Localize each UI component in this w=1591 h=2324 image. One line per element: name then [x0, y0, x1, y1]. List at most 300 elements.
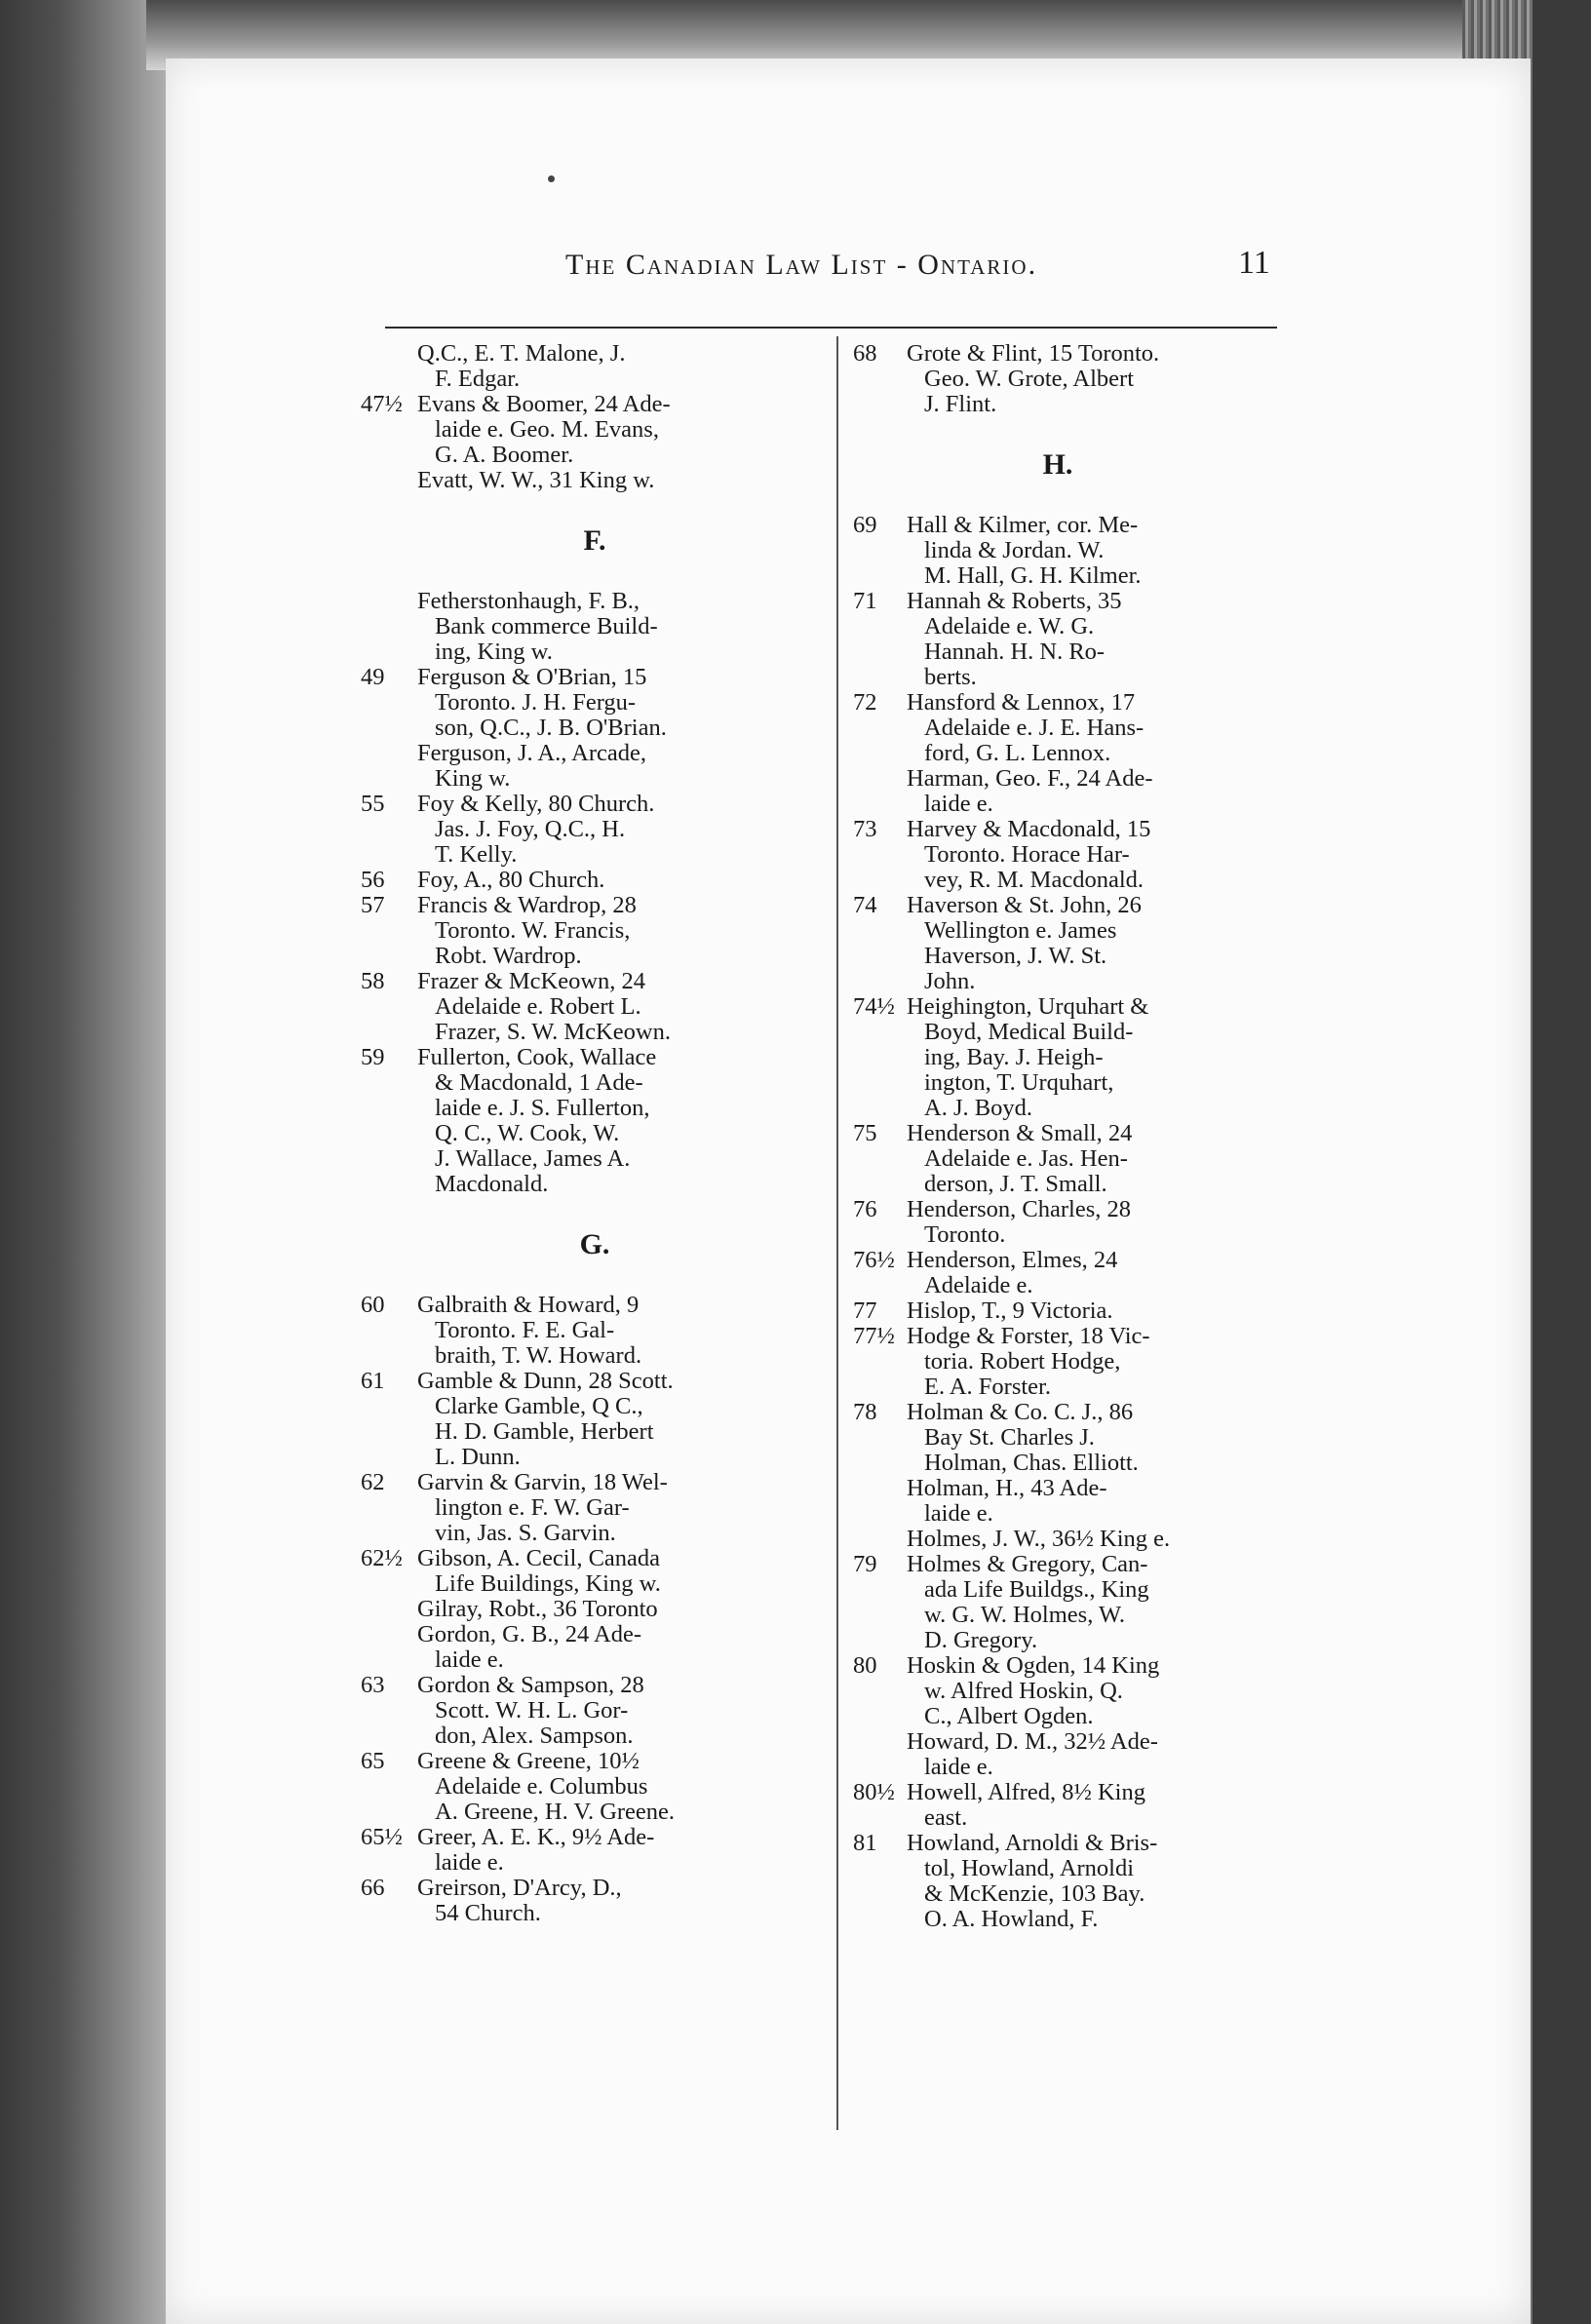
entry-line: [853, 392, 1282, 417]
entry-number: 74½: [853, 993, 895, 1020]
entry-text: tol, Howland, Arnoldi: [924, 1855, 1135, 1881]
entry-line: [853, 1121, 1282, 1146]
entry-text: Robt. Wardrop.: [435, 943, 582, 969]
entry-line: [853, 817, 1282, 842]
entry-text: Hoskin & Ogden, 14 King: [907, 1652, 1160, 1679]
entry-line: [361, 741, 829, 766]
directory-entry: [853, 1552, 1282, 1653]
entry-number: 74: [853, 892, 877, 918]
entry-line: [853, 792, 1282, 817]
entry-line: [361, 1825, 829, 1850]
entry-line: [361, 1647, 829, 1673]
entry-line: [853, 614, 1282, 639]
entry-line: [361, 766, 829, 792]
entry-text: Harman, Geo. F., 24 Ade-: [907, 765, 1153, 792]
entry-text: Foy, A., 80 Church.: [417, 867, 605, 893]
entry-text: Adelaide e. W. G.: [924, 613, 1095, 639]
entry-line: [853, 513, 1282, 538]
entry-line: [853, 1425, 1282, 1451]
entry-text: laide e. J. S. Fullerton,: [435, 1095, 650, 1121]
scan-right-shadow: [1533, 0, 1591, 2324]
entry-text: Haverson, J. W. St.: [924, 943, 1107, 969]
entry-line: [853, 1679, 1282, 1704]
entry-text: Evatt, W. W., 31 King w.: [417, 467, 655, 493]
entry-line: [853, 563, 1282, 589]
entry-text: T. Kelly.: [435, 841, 518, 868]
entry-text: Adelaide e.: [924, 1272, 1033, 1298]
entry-line: [361, 1749, 829, 1774]
entry-text: toria. Robert Hodge,: [924, 1348, 1121, 1375]
entry-text: A. Greene, H. V. Greene.: [435, 1799, 676, 1825]
directory-entry: [361, 589, 829, 665]
directory-entry: [853, 513, 1282, 589]
directory-entry: [853, 1780, 1282, 1831]
directory-entry: [853, 1121, 1282, 1197]
directory-entry: [853, 1527, 1282, 1552]
entry-text: Toronto.: [924, 1221, 1006, 1248]
entry-number: 55: [361, 791, 385, 817]
entry-line: [853, 893, 1282, 918]
entry-text: laide e.: [435, 1849, 504, 1876]
entry-text: Garvin & Garvin, 18 Wel-: [417, 1469, 668, 1495]
entry-line: [853, 665, 1282, 690]
entry-text: w. Alfred Hoskin, Q.: [924, 1678, 1123, 1704]
entry-text: Geo. W. Grote, Albert: [924, 366, 1135, 392]
entry-line: [853, 868, 1282, 893]
entry-text: Hansford & Lennox, 17: [907, 689, 1136, 716]
entry-line: [361, 918, 829, 944]
entry-text: Hall & Kilmer, cor. Me-: [907, 512, 1139, 538]
left-column: [361, 341, 829, 1926]
entry-line: [853, 639, 1282, 665]
entry-number: 77½: [853, 1323, 895, 1349]
entry-text: Howell, Alfred, 8½ King: [907, 1779, 1145, 1805]
entry-number: 71: [853, 588, 877, 614]
entry-text: Holman & Co. C. J., 86: [907, 1399, 1134, 1425]
entry-line: [853, 1273, 1282, 1298]
entry-text: Q. C., W. Cook, W.: [435, 1120, 620, 1146]
entry-text: King w.: [435, 765, 511, 792]
entry-text: derson, J. T. Small.: [924, 1171, 1107, 1197]
entry-line: [853, 1831, 1282, 1856]
directory-entry: [853, 994, 1282, 1121]
entry-text: M. Hall, G. H. Kilmer.: [924, 562, 1142, 589]
entry-text: John.: [924, 968, 976, 994]
directory-entry: [361, 341, 829, 392]
entry-number: 80: [853, 1652, 877, 1679]
entry-line: [361, 1673, 829, 1698]
entry-text: & McKenzie, 103 Bay.: [924, 1880, 1145, 1907]
directory-entry: [361, 1470, 829, 1546]
entry-text: Toronto. Horace Har-: [924, 841, 1130, 868]
entry-text: Toronto. W. Francis,: [435, 917, 631, 944]
entry-text: Adelaide e. Jas. Hen-: [924, 1145, 1128, 1172]
entry-text: laide e.: [924, 1754, 993, 1780]
scan-left-edge: [0, 0, 180, 2324]
directory-entry: [853, 1197, 1282, 1248]
entry-line: [853, 589, 1282, 614]
entry-line: [361, 1774, 829, 1800]
directory-entry: [361, 1749, 829, 1825]
entry-number: 65½: [361, 1824, 403, 1850]
entry-text: L. Dunn.: [435, 1444, 521, 1470]
entry-line: [361, 1724, 829, 1749]
entry-text: Fetherstonhaugh, F. B.,: [417, 588, 640, 614]
entry-number: 76: [853, 1196, 877, 1222]
entry-line: [853, 1881, 1282, 1907]
entry-line: [361, 1020, 829, 1045]
entry-text: vin, Jas. S. Garvin.: [435, 1520, 616, 1546]
entry-text: ing, King w.: [435, 639, 553, 665]
entry-text: Foy & Kelly, 80 Church.: [417, 791, 655, 817]
entry-line: [853, 1780, 1282, 1805]
entry-line: [853, 918, 1282, 944]
entry-text: son, Q.C., J. B. O'Brian.: [435, 715, 667, 741]
entry-line: [853, 1400, 1282, 1425]
entry-text: Bay St. Charles J.: [924, 1424, 1095, 1451]
entry-text: Jas. J. Foy, Q.C., H.: [435, 816, 626, 842]
entry-text: Harvey & Macdonald, 15: [907, 816, 1151, 842]
entry-text: laide e.: [924, 791, 993, 817]
entry-number: 75: [853, 1120, 877, 1146]
entry-text: Grote & Flint, 15 Toronto.: [907, 340, 1160, 367]
entry-text: Q.C., E. T. Malone, J.: [417, 340, 626, 367]
entry-number: 56: [361, 867, 385, 893]
entry-line: [853, 1907, 1282, 1932]
directory-entry: [361, 1546, 829, 1597]
entry-line: [361, 1394, 829, 1419]
directory-entry: [361, 969, 829, 1045]
entry-number: 49: [361, 664, 385, 690]
entry-text: Haverson & St. John, 26: [907, 892, 1142, 918]
entry-text: Howland, Arnoldi & Bris-: [907, 1830, 1158, 1856]
directory-entry: [853, 817, 1282, 893]
entry-text: G. A. Boomer.: [435, 442, 574, 468]
entry-text: F. Edgar.: [435, 366, 521, 392]
directory-entry: [361, 868, 829, 893]
entry-text: Fullerton, Cook, Wallace: [417, 1044, 657, 1070]
entry-line: [361, 1172, 829, 1197]
entry-line: [853, 842, 1282, 868]
entry-text: H. D. Gamble, Herbert: [435, 1418, 654, 1445]
page-number: 11: [1238, 245, 1270, 281]
entry-line: [853, 1324, 1282, 1349]
entry-line: [853, 1451, 1282, 1476]
entry-line: [361, 443, 829, 468]
directory-entry: [853, 766, 1282, 817]
entry-number: 77: [853, 1298, 877, 1324]
entry-line: [361, 417, 829, 443]
entry-text: Evans & Boomer, 24 Ade-: [417, 391, 671, 417]
entry-number: 80½: [853, 1779, 895, 1805]
entry-text: berts.: [924, 664, 977, 690]
entry-number: 72: [853, 689, 877, 716]
entry-line: [361, 1096, 829, 1121]
directory-entry: [361, 665, 829, 741]
entry-line: [361, 994, 829, 1020]
entry-number: 62: [361, 1469, 385, 1495]
section-heading: F.: [583, 524, 606, 557]
entry-line: [361, 589, 829, 614]
column-divider: [836, 336, 838, 2130]
entry-number: 62½: [361, 1545, 403, 1571]
entry-line: [361, 1318, 829, 1343]
entry-text: Hodge & Forster, 18 Vic-: [907, 1323, 1150, 1349]
entry-line: [361, 367, 829, 392]
entry-line: [361, 944, 829, 969]
entry-number: 66: [361, 1875, 385, 1901]
entry-line: [361, 1571, 829, 1597]
entry-text: ford, G. L. Lennox.: [924, 740, 1111, 766]
entry-line: [853, 1527, 1282, 1552]
entry-text: Hannah. H. N. Ro-: [924, 639, 1106, 665]
entry-line: [853, 1729, 1282, 1755]
entry-line: [853, 341, 1282, 367]
entry-text: Ferguson & O'Brian, 15: [417, 664, 647, 690]
entry-line: [361, 792, 829, 817]
entry-line: [853, 1172, 1282, 1197]
entry-line: [853, 1476, 1282, 1501]
entry-line: [361, 1597, 829, 1622]
directory-entry: [853, 1248, 1282, 1298]
entry-line: [361, 1445, 829, 1470]
entry-number: 47½: [361, 391, 403, 417]
entry-line: [853, 1349, 1282, 1375]
entry-line: [853, 1197, 1282, 1222]
speck: [548, 175, 555, 182]
entry-line: [853, 741, 1282, 766]
entry-line: [853, 367, 1282, 392]
entry-number: 58: [361, 968, 385, 994]
entry-text: Gordon, G. B., 24 Ade-: [417, 1621, 642, 1647]
entry-line: [361, 1800, 829, 1825]
entry-text: Adelaide e. Columbus: [435, 1773, 648, 1800]
directory-entry: [853, 1298, 1282, 1324]
entry-line: [853, 1805, 1282, 1831]
entry-text: laide e.: [924, 1500, 993, 1527]
entry-line: [853, 1603, 1282, 1628]
entry-text: E. A. Forster.: [924, 1374, 1051, 1400]
entry-text: Greer, A. E. K., 9½ Ade-: [417, 1824, 655, 1850]
entry-text: Henderson & Small, 24: [907, 1120, 1133, 1146]
directory-entry: [853, 1400, 1282, 1476]
entry-text: C., Albert Ogden.: [924, 1703, 1094, 1729]
directory-entry: [853, 1729, 1282, 1780]
entry-line: [361, 817, 829, 842]
entry-line: [853, 944, 1282, 969]
entry-text: J. Flint.: [924, 391, 997, 417]
right-column: [853, 341, 1282, 1932]
entry-text: Holman, Chas. Elliott.: [924, 1450, 1139, 1476]
entry-text: Frazer & McKeown, 24: [417, 968, 646, 994]
entry-text: Henderson, Elmes, 24: [907, 1247, 1118, 1273]
header-title: The Canadian Law List - Ontario.: [565, 249, 1038, 281]
entry-line: [853, 1096, 1282, 1121]
directory-entry: [853, 1324, 1282, 1400]
entry-text: Toronto. J. H. Fergu-: [435, 689, 637, 716]
entry-line: [361, 614, 829, 639]
entry-text: Francis & Wardrop, 28: [417, 892, 637, 918]
entry-number: 61: [361, 1368, 385, 1394]
entry-text: Holmes, J. W., 36½ King e.: [907, 1526, 1171, 1552]
entry-number: 73: [853, 816, 877, 842]
entry-line: [853, 1552, 1282, 1577]
entry-line: [853, 766, 1282, 792]
directory-entry: [361, 792, 829, 868]
entry-line: [361, 1369, 829, 1394]
directory-entry: [361, 1825, 829, 1876]
section-heading: H.: [1042, 448, 1073, 481]
entry-text: Toronto. F. E. Gal-: [435, 1317, 615, 1343]
entry-text: braith, T. W. Howard.: [435, 1342, 642, 1369]
entry-line: [853, 1653, 1282, 1679]
entry-line: [361, 716, 829, 741]
entry-line: [361, 868, 829, 893]
entry-line: [361, 690, 829, 716]
entry-line: [361, 1850, 829, 1876]
entry-text: ada Life Buildgs., King: [924, 1576, 1149, 1603]
entry-line: [361, 1876, 829, 1901]
entry-text: don, Alex. Sampson.: [435, 1723, 634, 1749]
entry-text: Adelaide e. J. E. Hans-: [924, 715, 1145, 741]
entry-text: laide e. Geo. M. Evans,: [435, 416, 659, 443]
entry-line: [361, 1495, 829, 1521]
entry-line: [853, 538, 1282, 563]
header-rule: [385, 327, 1277, 329]
entry-line: [361, 341, 829, 367]
entry-text: D. Gregory.: [924, 1627, 1038, 1653]
entry-text: ing, Bay. J. Heigh-: [924, 1044, 1104, 1070]
entry-line: [853, 1501, 1282, 1527]
directory-entry: [361, 1597, 829, 1622]
directory-entry: [361, 1622, 829, 1673]
directory-entry: [361, 1369, 829, 1470]
entry-line: [853, 1577, 1282, 1603]
entry-line: [853, 716, 1282, 741]
directory-entry: [853, 1831, 1282, 1932]
entry-line: [361, 392, 829, 417]
directory-entry: [853, 1653, 1282, 1729]
directory-entry: [361, 392, 829, 468]
directory-entry: [361, 1045, 829, 1197]
entry-line: [853, 1628, 1282, 1653]
entry-number: 68: [853, 340, 877, 367]
entry-line: [853, 1375, 1282, 1400]
directory-entry: [361, 1876, 829, 1926]
entry-line: [853, 1298, 1282, 1324]
entry-text: A. J. Boyd.: [924, 1095, 1032, 1121]
entry-line: [361, 639, 829, 665]
entry-line: [853, 1222, 1282, 1248]
directory-entry: [853, 341, 1282, 417]
entry-text: Boyd, Medical Build-: [924, 1019, 1134, 1045]
entry-line: [853, 994, 1282, 1020]
entry-line: [361, 1419, 829, 1445]
entry-text: Howard, D. M., 32½ Ade-: [907, 1728, 1158, 1755]
entry-line: [853, 1704, 1282, 1729]
entry-line: [361, 1293, 829, 1318]
entry-line: [361, 842, 829, 868]
entry-text: 54 Church.: [435, 1900, 541, 1926]
entry-text: & Macdonald, 1 Ade-: [435, 1069, 643, 1096]
entry-line: [853, 1070, 1282, 1096]
entry-line: [361, 1622, 829, 1647]
entry-text: Hannah & Roberts, 35: [907, 588, 1122, 614]
entry-text: Frazer, S. W. McKeown.: [435, 1019, 671, 1045]
entry-line: [361, 1470, 829, 1495]
entry-line: [361, 1343, 829, 1369]
directory-entry: [361, 1293, 829, 1369]
entry-line: [361, 468, 829, 493]
entry-text: Henderson, Charles, 28: [907, 1196, 1131, 1222]
entry-number: 60: [361, 1292, 385, 1318]
entry-text: Bank commerce Build-: [435, 613, 658, 639]
directory-entry: [853, 893, 1282, 994]
entry-text: Holman, H., 43 Ade-: [907, 1475, 1107, 1501]
entry-text: w. G. W. Holmes, W.: [924, 1602, 1126, 1628]
entry-line: [361, 1521, 829, 1546]
entry-number: 63: [361, 1672, 385, 1698]
running-header: [166, 239, 1531, 297]
entry-text: Life Buildings, King w.: [435, 1570, 661, 1597]
entry-text: Gordon & Sampson, 28: [417, 1672, 644, 1698]
entry-text: Greirson, D'Arcy, D.,: [417, 1875, 622, 1901]
directory-entry: [361, 741, 829, 792]
entry-number: 65: [361, 1748, 385, 1774]
entry-line: [853, 690, 1282, 716]
entry-number: 57: [361, 892, 385, 918]
entry-text: Greene & Greene, 10½: [417, 1748, 640, 1774]
entry-text: Adelaide e. Robert L.: [435, 993, 641, 1020]
directory-entry: [853, 690, 1282, 766]
entry-line: [361, 1546, 829, 1571]
directory-entry: [853, 589, 1282, 690]
entry-line: [853, 1020, 1282, 1045]
entry-number: 81: [853, 1830, 877, 1856]
entry-line: [361, 893, 829, 918]
entry-line: [853, 969, 1282, 994]
entry-text: Holmes & Gregory, Can-: [907, 1551, 1148, 1577]
directory-entry: [361, 1673, 829, 1749]
entry-line: [361, 1121, 829, 1146]
entry-number: 78: [853, 1399, 877, 1425]
entry-text: Gibson, A. Cecil, Canada: [417, 1545, 661, 1571]
entry-line: [361, 1146, 829, 1172]
entry-text: linda & Jordan. W.: [924, 537, 1105, 563]
entry-text: east.: [924, 1804, 968, 1831]
entry-text: ington, T. Urquhart,: [924, 1069, 1114, 1096]
entry-text: Gilray, Robt., 36 Toronto: [417, 1596, 658, 1622]
entry-line: [361, 1045, 829, 1070]
directory-entry: [361, 468, 829, 493]
entry-text: Ferguson, J. A., Arcade,: [417, 740, 646, 766]
entry-text: lington e. F. W. Gar-: [435, 1494, 630, 1521]
entry-number: 79: [853, 1551, 877, 1577]
section-heading: G.: [579, 1228, 610, 1260]
entry-line: [853, 1755, 1282, 1780]
entry-text: laide e.: [435, 1646, 504, 1673]
entry-line: [853, 1856, 1282, 1881]
entry-text: Scott. W. H. L. Gor-: [435, 1697, 629, 1724]
entry-text: Galbraith & Howard, 9: [417, 1292, 640, 1318]
entry-line: [361, 1698, 829, 1724]
directory-entry: [853, 1476, 1282, 1527]
entry-number: 76½: [853, 1247, 895, 1273]
entry-number: 59: [361, 1044, 385, 1070]
entry-line: [853, 1045, 1282, 1070]
entry-text: Macdonald.: [435, 1171, 549, 1197]
entry-line: [361, 665, 829, 690]
